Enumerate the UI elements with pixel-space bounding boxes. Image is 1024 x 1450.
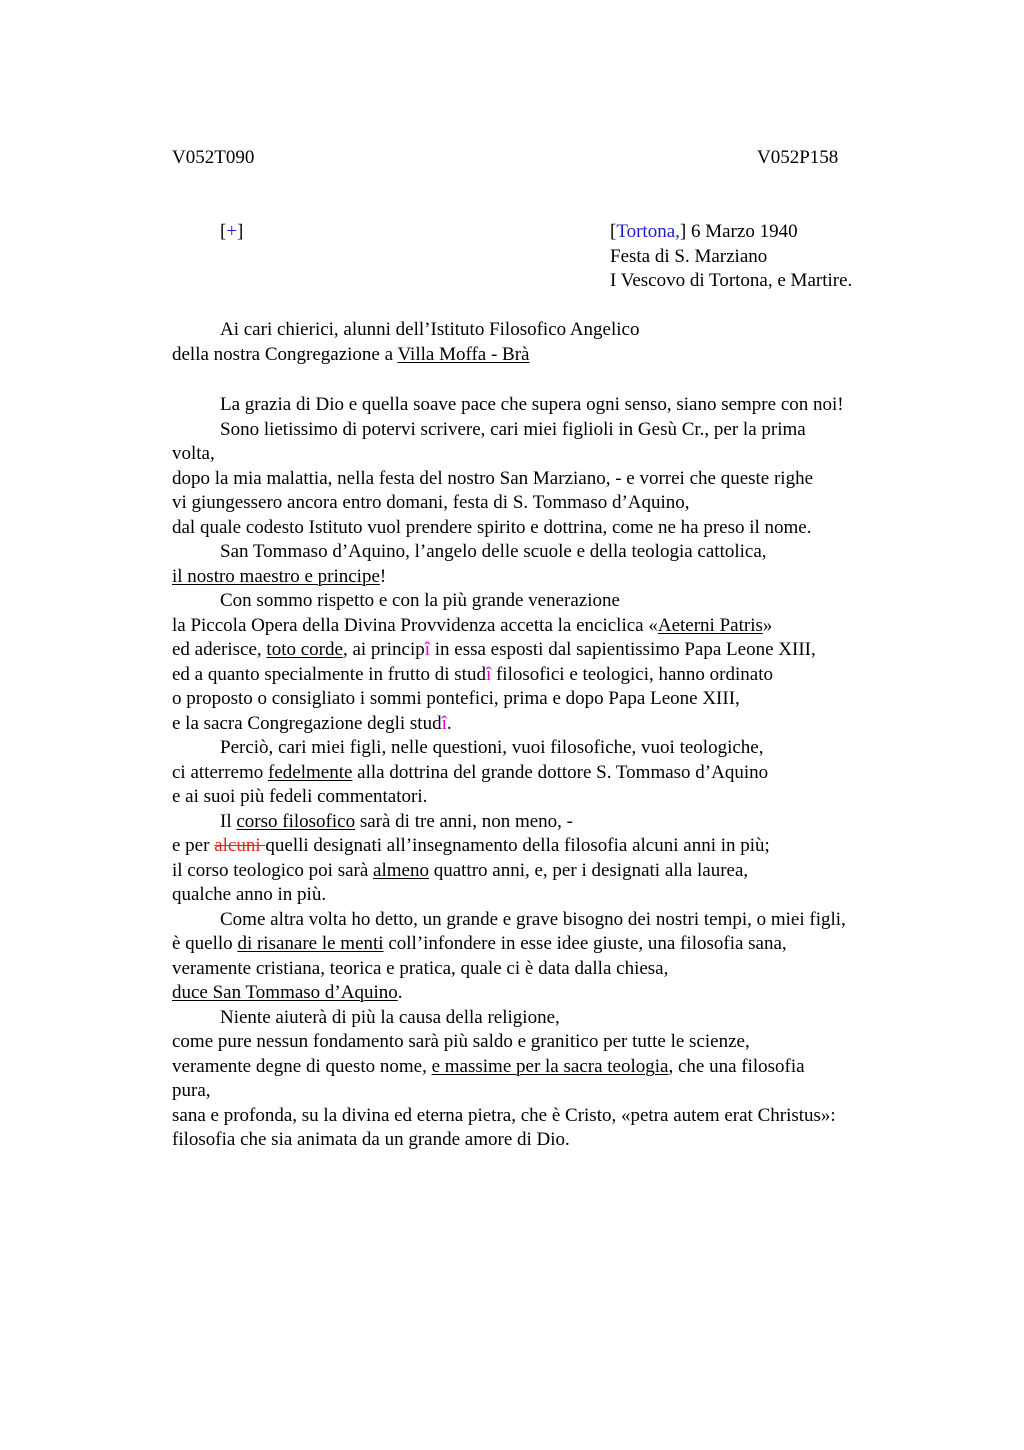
edited-character: î — [485, 663, 492, 685]
body-line: dal quale codesto Istituto vuol prendere spirito e dottrina, come ne ha preso il nome. — [172, 516, 812, 538]
text-span: ed aderisce, — [172, 639, 267, 660]
text-span: » — [762, 614, 773, 636]
date-line — [610, 220, 852, 245]
body-line: vi giungessero ancora entro domani, festa di S. Tommaso d’Aquino, — [172, 492, 690, 513]
place-open: [ — [610, 221, 617, 242]
body-line — [172, 1055, 932, 1080]
body-line: sana e profonda, su la divina ed eterna pietra, che è Cristo, «petra autem erat Christus»: — [172, 1104, 836, 1126]
edited-character: î — [424, 639, 430, 660]
struck-text: alcuni — [214, 835, 266, 856]
text-span: è quello — [172, 933, 238, 954]
body-line — [172, 638, 932, 663]
body-line: Come altra volta ho detto, un grande e grave bisogno dei nostri tempi, o miei figli, — [220, 908, 846, 930]
address-prefix: della nostra Congregazione a — [172, 343, 398, 365]
underlined-text: almeno — [373, 859, 429, 881]
marker-open: [ — [220, 221, 227, 242]
underlined-text: Aeterni Patris — [657, 614, 763, 636]
body-line: San Tommaso d’Aquino, l’angelo delle scuole e della teologia cattolica, — [220, 541, 767, 562]
text-span: la Piccola Opera della Divina Provvidenza accetta la enciclica « — [172, 614, 658, 636]
body-line — [172, 565, 932, 590]
text-span: sarà di tre anni, non meno, - — [355, 810, 573, 832]
text-span: veramente degne di questo nome, — [172, 1055, 432, 1077]
body-line: veramente cristiana, teorica e pratica, quale ci è data dalla chiesa, — [172, 957, 669, 979]
letter-date: 6 Marzo 1940 — [686, 221, 798, 242]
text-span: filosofici e teologici, hanno ordinato — [491, 663, 773, 685]
body-line: La grazia di Dio e quella soave pace che supera ogni senso, siano sempre con noi! — [220, 394, 844, 415]
text-span: alla dottrina del grande dottore S. Tommaso d’Aquino — [352, 761, 769, 783]
underlined-text: il nostro maestro e principe — [172, 565, 380, 587]
body-line: dopo la mia malattia, nella festa del nostro San Marziano, - e vorrei che queste righe — [172, 467, 814, 489]
body-line: pura, — [172, 1080, 211, 1101]
text-span: ! — [379, 565, 387, 587]
body-line — [172, 761, 932, 786]
edited-character: î — [441, 712, 447, 734]
body-line: volta, — [172, 443, 215, 464]
underlined-text: di risanare le menti — [237, 933, 384, 954]
document-code-right: V052P158 — [757, 147, 839, 168]
address-block — [172, 318, 639, 367]
address-place: Villa Moffa - Brà — [397, 343, 530, 365]
marker-close: ] — [237, 221, 244, 242]
body-line: come pure nessun fondamento sarà più saldo e granitico per tutte le scienze, — [172, 1031, 750, 1052]
body-line: Niente aiuterà di più la causa della religione, — [220, 1006, 560, 1028]
body-line — [172, 810, 932, 835]
place-close: ] — [679, 221, 687, 242]
place-link[interactable]: Tortona, — [616, 221, 680, 242]
text-span: ed a quanto specialmente in frutto di stud — [172, 663, 486, 685]
date-place-block — [610, 220, 852, 294]
bishop-line: I Vescovo di Tortona, e Martire. — [610, 270, 853, 291]
body-line: Sono lietissimo di potervi scrivere, cari miei figlioli in Gesù Cr., per la prima — [220, 418, 806, 440]
marker-plus-link[interactable]: + — [226, 221, 238, 242]
body-line — [172, 981, 932, 1006]
underlined-text: corso filosofico — [236, 810, 356, 832]
body-line: filosofia che sia animata da un grande amore di Dio. — [172, 1129, 570, 1150]
feast-line: Festa di S. Marziano — [610, 245, 768, 267]
body-line: o proposto o consigliato i sommi pontefici, prima e dopo Papa Leone XIII, — [172, 688, 740, 709]
body-line — [172, 663, 932, 688]
underlined-text: fedelmente — [268, 761, 353, 783]
underlined-text: toto corde — [266, 639, 343, 660]
underlined-text: e massime per la sacra teologia — [431, 1055, 669, 1077]
body-line: Perciò, cari miei figli, nelle questioni, vuoi filosofiche, vuoi teologiche, — [220, 737, 764, 758]
body-line — [172, 712, 932, 737]
body-line: e ai suoi più fedeli commentatori. — [172, 786, 428, 807]
body-line: Con sommo rispetto e con la più grande venerazione — [220, 590, 620, 611]
text-span: , che una filosofia — [668, 1055, 805, 1077]
address-line-2 — [172, 343, 639, 368]
text-span: ci atterremo — [172, 761, 269, 783]
text-span: . — [397, 982, 403, 1003]
body-line — [172, 859, 932, 884]
body-line — [172, 614, 932, 639]
document-code-left: V052T090 — [172, 147, 255, 168]
text-span: quattro anni, e, per i designati alla laurea, — [428, 859, 749, 881]
letter-body — [172, 393, 932, 1153]
text-span: in essa esposti dal sapientissimo Papa Leone XIII, — [430, 639, 816, 660]
text-span: , ai princip — [342, 639, 425, 660]
body-line — [172, 834, 932, 859]
editorial-marker — [220, 220, 243, 245]
text-span: quelli designati all’insegnamento della filosofia alcuni anni in più; — [265, 835, 770, 856]
text-span: e la sacra Congregazione degli stud — [172, 712, 442, 734]
body-line — [172, 932, 932, 957]
text-span: coll’infondere in esse idee giuste, una filosofia sana, — [383, 933, 787, 954]
body-line: qualche anno in più. — [172, 884, 327, 905]
address-line-1: Ai cari chierici, alunni dell’Istituto Filosofico Angelico — [220, 319, 640, 340]
text-span: il corso teologico poi sarà — [172, 859, 374, 881]
text-span: e per — [172, 835, 215, 856]
text-span: . — [446, 712, 452, 734]
underlined-text: duce San Tommaso d’Aquino — [172, 982, 398, 1003]
text-span: Il — [220, 810, 237, 832]
